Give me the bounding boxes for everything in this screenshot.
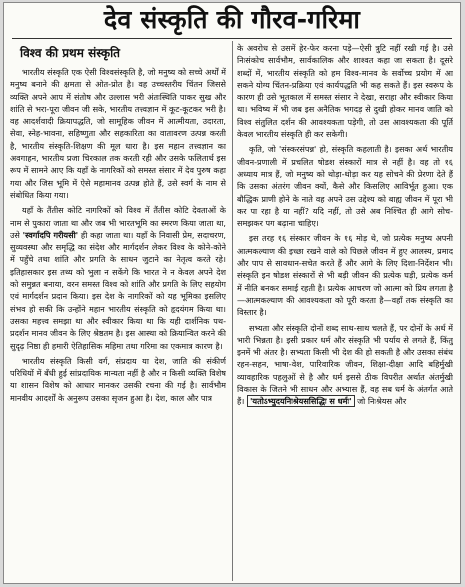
paragraph	[237, 322, 453, 408]
magazine-page	[3, 2, 461, 584]
paragraph-text: जो निःश्रेयस और	[354, 396, 407, 407]
paragraph: कृति, जो 'संस्करसंपन्न' हो, संस्कृति कहलाती है। इसका अर्थ भारतीय जीवन-प्रणाली में प्रचलित षोडश संस्कारों मात्र से नहीं है। वह तो १६ अध्याय मात्र हैं, जो मनुष्य को थोड़ा-थोड़ा कर यह सोचने की प्रेरणा देते हैं कि उसका अंतरंग जीवन क्यों, कैसे और किसलिए आविर्भूत हुआ। एक बौद्धिक प्राणी होने के नाते वह अपने उस उद्देश्य को बाह्य जीवन में पूरा भी कर पा रहा है या नहीं? यदि नहीं, तो उसे अब निश्चित ही आगे सोच-समझकर पग बढ़ाना चाहिए।	[237, 144, 453, 229]
section-heading: विश्व की प्रथम संस्कृति	[20, 46, 121, 60]
page-title: देव संस्कृति की गौरव-गरिमा	[103, 5, 361, 34]
paragraph: भारतीय संस्कृति किसी वर्ग, संप्रदाय या देश, जाति की संकीर्ण परिधियों में बँधी हुई सांप्रदायिक मान्यता नहीं है और न किसी व्यक्ति विशेष या शासन विशेष को आधार मानकर उसकी रचना की गई है। सार्वभौम मानवीय आदर्शों के अनुरूप उसका सृजन हुआ है। देश, काल और पात्र	[10, 355, 226, 403]
paragraph: के अवरोध से उसमें हेर-फेर करना पड़े—ऐसी त्रुटि नहीं रखी गई है। उसे निःसंकोच सार्वभौम, सार्वकालिक और शाश्वत कहा जा सकता है। दूसरे शब्दों में, भारतीय संस्कृति को हम विश्व-मानव के सर्वोच्च प्रयोग में आ सकने योग्य चिंतन-प्रक्रिया एवं कार्यपद्धति भी कह सकते हैं। इस स्वरूप के कारण ही उसे भूतकाल में समस्त संसार ने देखा, सराहा और स्वीकार किया था। भविष्य में भी जब इस अनैतिक भगदड़ से दुखी होकर मानव जाति को विश्व संतुलित दर्शन की आवश्यकता पड़ेगी, तो उस आवश्यकता की पूर्ति केवल भारतीय संस्कृति ही कर सकेगी।	[237, 43, 453, 140]
paragraph-text: सभ्यता और संस्कृति दोनों शब्द साथ-साथ चलते हैं, पर दोनों के अर्थ में भारी भिन्नता है। इसी प्रकार धर्म और संस्कृति भी पर्याय से लगते हैं, किंतु इनमें भी अंतर है। सभ्यता किसी भी देश की हो सकती है और उसका संबंध रहन-सहन, भाषा-वेश, पारिवारिक जीवन, शिक्षा-दीक्षा आदि बहिर्मुखी व्यावहारिक पहलुओं से है और धर्म इससे ठीक विपरीत अर्थात अंतर्मुखी विकास के जितने भी साधन और अभ्यास हैं, वह सब धर्म के अंतर्गत आते हैं।	[237, 322, 453, 407]
paragraph-text: यहाँ के तैंतीस कोटि नागरिकों को विश्व में तैंतीस कोटि देवताओं के नाम से पुकारा जाता था और जब भी भारतभूमि का स्मरण किया जाता था, उसे	[10, 205, 226, 240]
paragraph: भारतीय संस्कृति एक ऐसी विश्वसंस्कृति है, जो मनुष्य को सच्चे अर्थों में मनुष्य बनाने की क्षमता से ओत-प्रोत है। वह उच्चस्तरीय चिंतन जिससे व्यक्ति अपने आप में संतोष और उल्लास भरी अंतःस्थिति पाकर सुख और शांति से भरा-पूरा जीवन जी सके, भारतीय तत्त्वज्ञान में कूट-कूटकर भरी है। वह आदर्शवादी क्रियापद्धति, जो सामूहिक जीवन में आत्मीयता, उदारता, सेवा, स्नेह-भावना, सहिष्णुता और सहकारिता का वातावरण उत्पन्न करती है, भारतीय संस्कृति-शिक्षण की मूल धारा है। इस महान तत्त्वज्ञान का अवगाहन, भारतीय प्रजा चिरकाल तक करती रही और उसके फलितार्थ इस रूप में सामने आए कि यहाँ के नागरिकों को समस्त संसार में देव पुरुष कहा गया और जिस भूमि में ऐसे महामानव उत्पन्न होते हैं, उसे स्वर्ग के नाम से संबोधित किया गया।	[10, 67, 226, 200]
column-divider	[232, 41, 233, 581]
paragraph: इस तरह १६ संस्कार जीवन के १६ मोड़ थे, जो प्रत्येक मनुष्य अपनी आत्मकल्याण की इच्छा रखने वाले को पिछले जीवन में हुए आलस्य, प्रमाद और पाप से सावधान-सचेत करते हैं और आगे के लिए दिशा-निर्देशन भी। संस्कृति इन षोडश संस्कारों से भी बड़ी जीवन की प्रत्येक घड़ी, प्रत्येक कर्म में नीति बनकर समाई रहती है। प्रत्येक आचरण जो आत्मा को प्रिय लगता है—आत्मकल्याण की आवश्यकता को पूरी करता है—वहाँ तक संस्कृति का विस्तार है।	[237, 233, 453, 318]
right-column	[237, 42, 453, 582]
boxed-quote: 'यतोऽभ्युदयनिःश्रेयससिद्धिः स धर्मः'	[247, 395, 355, 407]
left-column	[10, 43, 226, 579]
paragraph-text: ही कहा जाता था। यहाँ के निवासी प्रेम, सदाचरण, सुव्यवस्था और समृद्धि का संदेश और मार्गदर्शन लेकर विश्व के कोने-कोने में पहुँचे तथा शांति और प्रगति के साधन जुटाने का नेतृत्व करते रहे। इतिहासकार इस तथ्य को भुला न सकेंगे कि भारत ने न केवल अपने देश को समुन्नत बनाया, वरन समस्त विश्व को शांति और प्रगति के लिए सहयोग एवं मार्गदर्शन प्रदान किया। इस देश के नागरिकों को यह भूमिका इसलिए संभव हो सकी कि उन्होंने महान भारतीय संस्कृति को हृदयंगम किया था। उसका महत्त्व समझा था और स्वीकार किया था कि यही दार्शनिक पथ-प्रदर्शन मानव जीवन के लिए श्रेष्ठतम है। इस आस्था को क्रियान्वित करने की सुदृढ़ निष्ठा ही हमारी ऐतिहासिक महिमा तथा गरिमा का एकमात्र कारण है।	[10, 229, 226, 351]
paragraph	[10, 204, 226, 352]
highlighted-phrase: 'स्वर्गादपि गरीयसी'	[22, 229, 79, 240]
title-underline	[12, 38, 452, 39]
